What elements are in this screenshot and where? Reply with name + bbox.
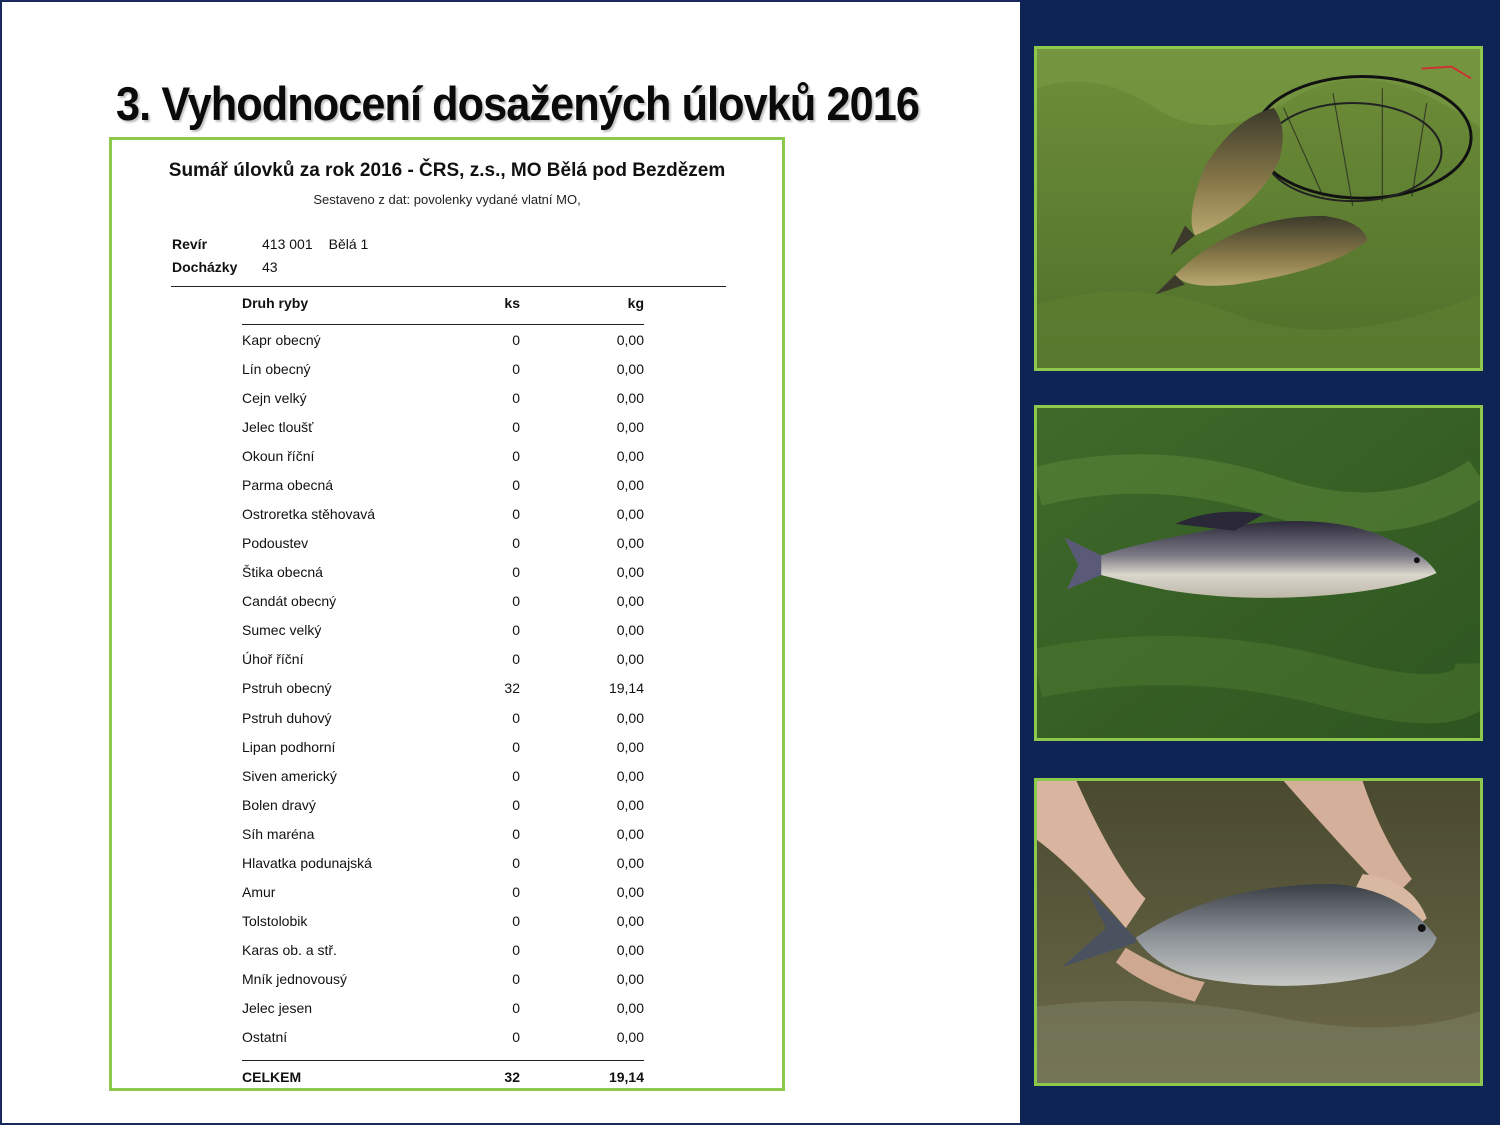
fish-weight: 0,00: [616, 999, 644, 1016]
photo-carp-with-net: [1034, 46, 1483, 371]
table-row: [242, 564, 644, 586]
fish-name: Tolstolobik: [242, 912, 308, 929]
table-row: [242, 942, 644, 964]
divider-footer: [242, 1060, 644, 1061]
photo-bream-in-hands: [1034, 778, 1483, 1086]
fish-name: Parma obecná: [242, 477, 334, 494]
table-row: [242, 477, 644, 499]
fish-weight: 0,00: [616, 535, 644, 552]
fish-weight: 0,00: [616, 970, 644, 987]
fish-count: 0: [512, 564, 520, 581]
table-row: [242, 535, 644, 557]
divider-top: [171, 286, 726, 287]
total-ks: 32: [504, 1069, 520, 1085]
table-row: [242, 797, 644, 819]
fish-count: 0: [512, 361, 520, 378]
table-row: [242, 855, 644, 877]
fish-weight: 0,00: [616, 738, 644, 755]
fish-name: Pstruh duhový: [242, 709, 332, 726]
slide-title: 3. Vyhodnocení dosažených úlovků 2016: [116, 77, 920, 130]
table-row: [242, 593, 644, 615]
fish-count: 0: [512, 767, 520, 784]
table-row: [242, 1029, 644, 1051]
fish-count: 0: [512, 912, 520, 929]
fish-weight: 0,00: [616, 564, 644, 581]
fish-weight: 0,00: [616, 593, 644, 610]
fish-weight: 0,00: [616, 419, 644, 436]
fish-name: Podoustev: [242, 535, 309, 552]
fish-weight: 0,00: [616, 622, 644, 639]
column-header-name: Druh ryby: [242, 295, 309, 311]
fish-count: 0: [512, 854, 520, 871]
fish-name: Ostroretka stěhovavá: [242, 506, 376, 523]
fish-weight: 0,00: [616, 477, 644, 494]
fish-name: Karas ob. a stř.: [242, 941, 337, 958]
table-row: [242, 622, 644, 644]
fish-count: 0: [512, 825, 520, 842]
fish-name: Okoun říční: [242, 448, 315, 465]
table-row: [242, 680, 644, 702]
fish-name: Lín obecný: [242, 361, 311, 378]
fish-name: Candát obecný: [242, 593, 337, 610]
fish-weight: 19,14: [608, 680, 644, 697]
fish-weight: 0,00: [616, 332, 644, 348]
table-row: [242, 361, 644, 383]
table-row: [242, 971, 644, 993]
revir-name: Bělá 1: [328, 236, 369, 252]
dochazky-label: Docházky: [172, 259, 238, 275]
fish-name: Pstruh obecný: [242, 680, 332, 697]
fish-weight: 0,00: [616, 883, 644, 900]
fish-count: 32: [504, 680, 520, 697]
fish-weight: 0,00: [616, 506, 644, 523]
table-row: [242, 419, 644, 441]
fish-name: Sumec velký: [242, 622, 322, 639]
report-subtitle: Sestaveno z dat: povolenky vydané vlatní MO,: [313, 192, 581, 207]
fish-name: Amur: [242, 883, 276, 900]
table-row: [242, 332, 644, 354]
table-row: [242, 884, 644, 906]
total-kg: 19,14: [608, 1069, 644, 1085]
fish-name: Štika obecná: [242, 564, 323, 581]
fish-name: Síh maréna: [242, 825, 315, 842]
table-row: [242, 448, 644, 470]
revir-label: Revír: [172, 236, 208, 252]
fish-count: 0: [512, 622, 520, 639]
revir-number: 413 001: [262, 236, 313, 252]
column-header-ks: ks: [504, 295, 520, 311]
fish-count: 0: [512, 709, 520, 726]
fish-weight: 0,00: [616, 912, 644, 929]
fish-count: 0: [512, 448, 520, 465]
fish-count: 0: [512, 593, 520, 610]
table-row: [242, 1000, 644, 1022]
fish-name: Siven americký: [242, 767, 337, 784]
fish-name: Jelec jesen: [242, 999, 313, 1016]
fish-count: 0: [512, 390, 520, 407]
fish-count: 0: [512, 999, 520, 1016]
table-row: [242, 651, 644, 673]
photo-zander: [1034, 405, 1483, 741]
table-row: [242, 390, 644, 412]
fish-count: 0: [512, 419, 520, 436]
fish-weight: 0,00: [616, 854, 644, 871]
dochazky-row: [172, 259, 278, 275]
fish-weight: 0,00: [616, 390, 644, 407]
zander-picture: [1037, 408, 1480, 738]
fish-name: Hlavatka podunajská: [242, 854, 372, 871]
fish-count: 0: [512, 1028, 520, 1045]
fish-count: 0: [512, 506, 520, 523]
fish-count: 0: [512, 651, 520, 668]
report-title: Sumář úlovků za rok 2016 - ČRS, z.s., MO Bělá pod Bezdězem: [168, 160, 726, 181]
fish-count: 0: [512, 796, 520, 813]
column-header-kg: kg: [627, 295, 644, 311]
fish-name: Jelec tloušť: [242, 419, 314, 436]
fish-count: 0: [512, 477, 520, 494]
fish-weight: 0,00: [616, 361, 644, 378]
fish-name: Bolen dravý: [242, 796, 316, 813]
fish-count: 0: [512, 883, 520, 900]
divider-header: [242, 324, 644, 325]
fish-weight: 0,00: [616, 796, 644, 813]
fish-count: 0: [512, 970, 520, 987]
dochazky-value: 43: [262, 259, 278, 275]
fish-weight: 0,00: [616, 651, 644, 668]
fish-name: Mník jednovousý: [242, 970, 348, 987]
fish-name: Lipan podhorní: [242, 738, 336, 755]
fish-weight: 0,00: [616, 448, 644, 465]
total-row: [242, 1069, 644, 1091]
table-row: [242, 506, 644, 528]
carp-net-picture: [1037, 49, 1480, 368]
fish-count: 0: [512, 332, 520, 348]
fish-count: 0: [512, 535, 520, 552]
report-card: [109, 137, 785, 1091]
table-row: [242, 913, 644, 935]
fish-name: Ostatní: [242, 1028, 288, 1045]
fish-weight: 0,00: [616, 825, 644, 842]
table-row: [242, 768, 644, 790]
total-label: CELKEM: [242, 1069, 302, 1085]
fish-weight: 0,00: [616, 1028, 644, 1045]
fish-weight: 0,00: [616, 941, 644, 958]
revir-row: [172, 236, 368, 252]
fish-name: Cejn velký: [242, 390, 307, 407]
bream-picture: [1037, 781, 1480, 1083]
fish-weight: 0,00: [616, 709, 644, 726]
table-row: [242, 739, 644, 761]
fish-name: Kapr obecný: [242, 332, 321, 348]
fish-count: 0: [512, 941, 520, 958]
table-row: [242, 826, 644, 848]
fish-count: 0: [512, 738, 520, 755]
table-row: [242, 710, 644, 732]
fish-weight: 0,00: [616, 767, 644, 784]
fish-name: Úhoř říční: [242, 651, 304, 668]
